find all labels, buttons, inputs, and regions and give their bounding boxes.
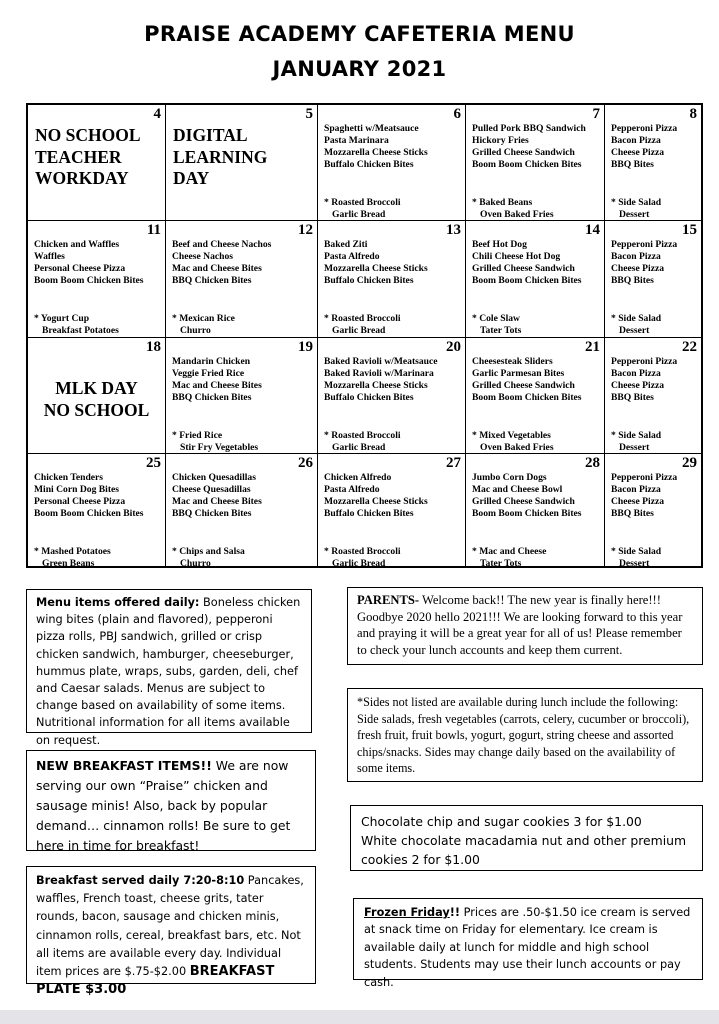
entree-item: Cheese Pizza	[611, 380, 665, 391]
side-item: Green Beans	[42, 558, 95, 569]
entree-list	[172, 356, 262, 404]
entree-item: Bacon Pizza	[611, 251, 661, 262]
entree-list	[34, 239, 144, 287]
calendar-day-cell	[318, 105, 466, 221]
side-list	[472, 197, 554, 221]
calendar-day-cell	[28, 338, 166, 454]
cookies-box	[350, 805, 703, 871]
day-number: 7	[592, 106, 600, 122]
side-list	[472, 313, 521, 337]
entree-item: Boom Boom Chicken Bites	[472, 159, 582, 170]
calendar-day-cell	[466, 338, 605, 454]
entree-item: Pepperoni Pizza	[611, 356, 678, 367]
side-list	[172, 313, 235, 337]
entree-list	[611, 123, 677, 171]
entree-item: Cheese Pizza	[611, 263, 665, 274]
side-item: * Chips and Salsa	[172, 546, 245, 557]
calendar-day-cell	[466, 221, 605, 338]
notice-line: MLK DAY	[55, 378, 138, 398]
entree-list	[472, 123, 586, 171]
entree-item: BBQ Bites	[611, 508, 654, 519]
notice-line: WORKDAY	[35, 168, 129, 188]
page-bottom-band	[0, 1010, 719, 1024]
entree-item: Chicken Tenders	[34, 472, 104, 483]
side-list	[324, 197, 401, 221]
entree-item: Personal Cheese Pizza	[34, 263, 126, 274]
side-list	[472, 546, 546, 570]
side-list	[172, 430, 258, 454]
day-number: 13	[446, 222, 461, 238]
cookies-line-2: White chocolate macadamia nut and other premium cookies 2 for $1.00	[361, 833, 687, 867]
side-item: * Mexican Rice	[172, 313, 235, 324]
entree-item: BBQ Bites	[611, 275, 654, 286]
side-item: * Baked Beans	[472, 197, 533, 208]
side-item: * Fried Rice	[172, 430, 223, 441]
day-number: 22	[682, 339, 697, 355]
entree-item: Pasta Alfredo	[324, 251, 380, 262]
page-subtitle: JANUARY 2021	[272, 57, 447, 81]
entree-item: Pasta Alfredo	[324, 484, 380, 495]
entree-list	[324, 472, 428, 520]
entree-list	[324, 123, 428, 171]
day-number: 26	[298, 455, 313, 471]
day-number: 12	[298, 222, 313, 238]
no-service-notice	[35, 125, 141, 190]
entree-item: Jumbo Corn Dogs	[472, 472, 547, 483]
entree-item: Grilled Cheese Sandwich	[472, 263, 575, 274]
entree-item: Grilled Cheese Sandwich	[472, 496, 575, 507]
calendar-day-cell	[318, 338, 466, 454]
parents-note-text: Welcome back!! The new year is finally here!!! Goodbye 2020 hello 2021!!! We are looking forward to this year and praying it will be a great year for all of us! Please remember to check your lunch accounts and keep them current.	[357, 593, 683, 657]
entree-item: BBQ Bites	[611, 392, 654, 403]
calendar-day-cell	[28, 221, 166, 338]
side-item: Garlic Bread	[332, 209, 386, 220]
sides-note-text: *Sides not listed are available during lunch include the following: Side salads, fresh vegetables (carrots, celery, cucumber or broccoli), fresh fruit, fruit bowls, yogurt, gogurt, string cheese and assorted chips/snacks. Sides may change daily based on the availability of some items.	[357, 695, 690, 776]
calendar-day-cell	[318, 221, 466, 338]
notice-line: NO SCHOOL	[35, 125, 141, 145]
entree-item: Boom Boom Chicken Bites	[472, 275, 582, 286]
notice-line: TEACHER	[35, 146, 122, 167]
entree-item: Beef Hot Dog	[472, 239, 527, 250]
entree-item: Pulled Pork BBQ Sandwich	[472, 123, 586, 134]
no-service-notice	[28, 378, 165, 421]
day-number: 20	[446, 339, 461, 355]
entree-item: Mozzarella Cheese Sticks	[324, 380, 428, 391]
side-item: * Side Salad	[611, 197, 662, 208]
menu-calendar	[26, 103, 703, 568]
entree-item: Chicken Alfredo	[324, 472, 392, 483]
calendar-day-cell	[466, 454, 605, 569]
entree-item: Mac and Cheese Bites	[172, 496, 262, 507]
side-item: * Roasted Broccoli	[324, 546, 401, 557]
entree-list	[472, 239, 582, 287]
side-item: Stir Fry Vegetables	[180, 442, 259, 453]
entree-list	[611, 239, 677, 287]
entree-list	[611, 472, 677, 520]
side-list	[472, 430, 554, 454]
entree-item: Hickory Fries	[472, 135, 529, 146]
entree-item: Boom Boom Chicken Bites	[472, 392, 582, 403]
side-list	[611, 197, 661, 221]
page-title: PRAISE ACADEMY CAFETERIA MENU	[144, 22, 575, 46]
day-number: 5	[305, 106, 313, 122]
calendar-day-cell	[166, 338, 318, 454]
parents-note-heading: PARENTS-	[357, 593, 420, 607]
frozen-friday-heading: Frozen Friday	[364, 906, 450, 919]
side-item: * Mixed Vegetables	[472, 430, 551, 441]
entree-item: Bacon Pizza	[611, 484, 661, 495]
day-number: 18	[146, 339, 161, 355]
day-number: 4	[153, 106, 161, 122]
entree-list	[611, 356, 677, 404]
entree-item: Bacon Pizza	[611, 135, 661, 146]
day-number: 25	[146, 455, 161, 471]
side-item: Dessert	[619, 325, 650, 336]
side-item: Dessert	[619, 442, 650, 453]
calendar-day-cell	[318, 454, 466, 569]
daily-items-heading: Menu items offered daily:	[36, 596, 200, 609]
side-list	[34, 546, 111, 570]
entree-list	[324, 356, 438, 404]
entree-item: Baked Ravioli w/Meatsauce	[324, 356, 438, 367]
side-item: Breakfast Potatoes	[42, 325, 119, 336]
breakfast-plate-price: BREAKFAST PLATE $3.00	[36, 964, 275, 998]
notice-line: DIGITAL	[173, 125, 248, 145]
calendar-day-cell	[28, 454, 166, 569]
side-item: Tater Tots	[480, 325, 522, 336]
day-number: 8	[689, 106, 697, 122]
entree-item: Mandarin Chicken	[172, 356, 251, 367]
cookies-line-1: Chocolate chip and sugar cookies 3 for $1.00	[361, 814, 642, 829]
entree-item: Grilled Cheese Sandwich	[472, 380, 575, 391]
calendar-day-cell	[605, 454, 701, 569]
entree-item: Pepperoni Pizza	[611, 472, 678, 483]
no-service-notice	[173, 125, 267, 190]
side-list	[34, 313, 119, 337]
side-item: Dessert	[619, 209, 650, 220]
entree-item: Spaghetti w/Meatsauce	[324, 123, 419, 134]
entree-item: Bacon Pizza	[611, 368, 661, 379]
breakfast-items-box	[26, 750, 316, 851]
entree-item: Mac and Cheese Bites	[172, 380, 262, 391]
side-list	[324, 313, 401, 337]
breakfast-items-text: We are now serving our own “Praise” chicken and sausage minis! Also, back by popular demand… cinnamon rolls! Be sure to get here in time for breakfast!	[36, 758, 291, 853]
entree-item: Beef and Cheese Nachos	[172, 239, 272, 250]
calendar-day-cell	[605, 221, 701, 338]
breakfast-served-text: Pancakes, waffles, French toast, cheese grits, tater rounds, bacon, sausage and chicken minis, cinnamon rolls, cereal, breakfast bars, etc. Not all items are available every day. Individual item prices are $.75-$2.00	[36, 874, 304, 979]
side-item: * Side Salad	[611, 313, 662, 324]
sides-note-box	[347, 688, 703, 782]
side-item: * Roasted Broccoli	[324, 313, 401, 324]
side-item: * Mashed Potatoes	[34, 546, 111, 557]
entree-item: Grilled Cheese Sandwich	[472, 147, 575, 158]
entree-item: BBQ Chicken Bites	[172, 392, 252, 403]
side-item: * Roasted Broccoli	[324, 197, 401, 208]
day-number: 19	[298, 339, 313, 355]
daily-items-text: Boneless chicken wing bites (plain and flavored), pepperoni pizza rolls, PBJ sandwich, grilled or crisp chicken sandwich, hamburger, cheeseburger, hummus plate, wraps, subs, garden, deli, chef and Caesar salads. Menus are subject to change based on availability of some items. Nutritional information for all items available on request.	[36, 596, 301, 747]
side-item: * Cole Slaw	[472, 313, 520, 324]
notice-line: NO SCHOOL	[43, 399, 150, 420]
side-item: * Yogurt Cup	[34, 313, 90, 324]
side-list	[611, 546, 661, 570]
entree-item: Chicken Quesadillas	[172, 472, 256, 483]
entree-item: Baked Ravioli w/Marinara	[324, 368, 434, 379]
entree-item: Buffalo Chicken Bites	[324, 508, 414, 519]
calendar-day-cell	[166, 105, 318, 221]
entree-item: Mac and Cheese Bites	[172, 263, 262, 274]
frozen-friday-exclaim: !!	[449, 906, 461, 919]
calendar-day-cell	[466, 105, 605, 221]
breakfast-served-heading: Breakfast served daily 7:20-8:10	[36, 874, 245, 887]
breakfast-items-heading: NEW BREAKFAST ITEMS!!	[36, 758, 212, 773]
daily-items-box	[26, 589, 312, 747]
calendar-day-cell	[166, 221, 318, 338]
side-item: Oven Baked Fries	[480, 209, 554, 220]
side-list	[324, 546, 401, 570]
entree-item: Buffalo Chicken Bites	[324, 392, 414, 403]
entree-item: BBQ Chicken Bites	[172, 275, 252, 286]
entree-item: Waffles	[34, 251, 65, 262]
day-number: 14	[585, 222, 600, 238]
entree-item: Mini Corn Dog Bites	[34, 484, 120, 495]
side-list	[324, 430, 401, 454]
entree-item: Chili Cheese Hot Dog	[472, 251, 561, 262]
entree-item: Baked Ziti	[324, 239, 368, 250]
day-number: 29	[682, 455, 697, 471]
entree-item: Cheesesteak Sliders	[472, 356, 553, 367]
day-number: 11	[146, 222, 161, 238]
entree-item: Buffalo Chicken Bites	[324, 159, 414, 170]
calendar-day-cell	[605, 105, 701, 221]
calendar-day-cell	[166, 454, 318, 569]
frozen-friday-box	[353, 898, 703, 989]
side-list	[611, 313, 661, 337]
entree-list	[172, 472, 262, 520]
entree-item: Buffalo Chicken Bites	[324, 275, 414, 286]
entree-list	[34, 472, 144, 520]
frozen-friday-text: Prices are .50-$1.50 ice cream is served at snack time on Friday for elementary. Ice cream is available daily at lunch for middle and high school students. Students may use their lunch accounts or pay cash.	[364, 906, 691, 989]
day-number: 27	[446, 455, 461, 471]
entree-item: Boom Boom Chicken Bites	[34, 275, 144, 286]
entree-item: Personal Cheese Pizza	[34, 496, 126, 507]
entree-item: Mozzarella Cheese Sticks	[324, 496, 428, 507]
side-item: Garlic Bread	[332, 558, 386, 569]
entree-item: Veggie Fried Rice	[172, 368, 245, 379]
entree-list	[472, 472, 582, 520]
side-item: * Roasted Broccoli	[324, 430, 401, 441]
entree-list	[324, 239, 428, 287]
side-item: Churro	[180, 558, 211, 569]
notice-line: DAY	[173, 168, 210, 188]
entree-item: BBQ Bites	[611, 159, 654, 170]
side-item: Tater Tots	[480, 558, 522, 569]
entree-item: Cheese Quesadillas	[172, 484, 251, 495]
side-list	[172, 546, 245, 570]
side-item: Garlic Bread	[332, 325, 386, 336]
side-item: * Side Salad	[611, 546, 662, 557]
side-item: * Mac and Cheese	[472, 546, 547, 557]
side-item: Churro	[180, 325, 211, 336]
entree-list	[172, 239, 271, 287]
entree-item: Cheese Pizza	[611, 147, 665, 158]
entree-item: Boom Boom Chicken Bites	[34, 508, 144, 519]
day-number: 6	[453, 106, 461, 122]
entree-item: Garlic Parmesan Bites	[472, 368, 565, 379]
entree-item: Cheese Pizza	[611, 496, 665, 507]
day-number: 21	[585, 339, 600, 355]
calendar-day-cell	[605, 338, 701, 454]
side-item: * Side Salad	[611, 430, 662, 441]
entree-item: Pepperoni Pizza	[611, 123, 678, 134]
calendar-day-cell	[28, 105, 166, 221]
entree-item: Chicken and Waffles	[34, 239, 120, 250]
breakfast-served-box	[26, 866, 316, 998]
entree-item: Cheese Nachos	[172, 251, 234, 262]
parents-note-box	[347, 587, 703, 665]
notice-line: LEARNING	[173, 146, 268, 167]
side-item: Garlic Bread	[332, 442, 386, 453]
day-number: 28	[585, 455, 600, 471]
entree-item: Mozzarella Cheese Sticks	[324, 147, 428, 158]
side-list	[611, 430, 661, 454]
entree-item: BBQ Chicken Bites	[172, 508, 252, 519]
entree-item: Pasta Marinara	[324, 135, 389, 146]
side-item: Oven Baked Fries	[480, 442, 554, 453]
entree-item: Pepperoni Pizza	[611, 239, 678, 250]
entree-list	[472, 356, 582, 404]
entree-item: Mac and Cheese Bowl	[472, 484, 563, 495]
entree-item: Mozzarella Cheese Sticks	[324, 263, 428, 274]
side-item: Dessert	[619, 558, 650, 569]
day-number: 15	[682, 222, 697, 238]
entree-item: Boom Boom Chicken Bites	[472, 508, 582, 519]
